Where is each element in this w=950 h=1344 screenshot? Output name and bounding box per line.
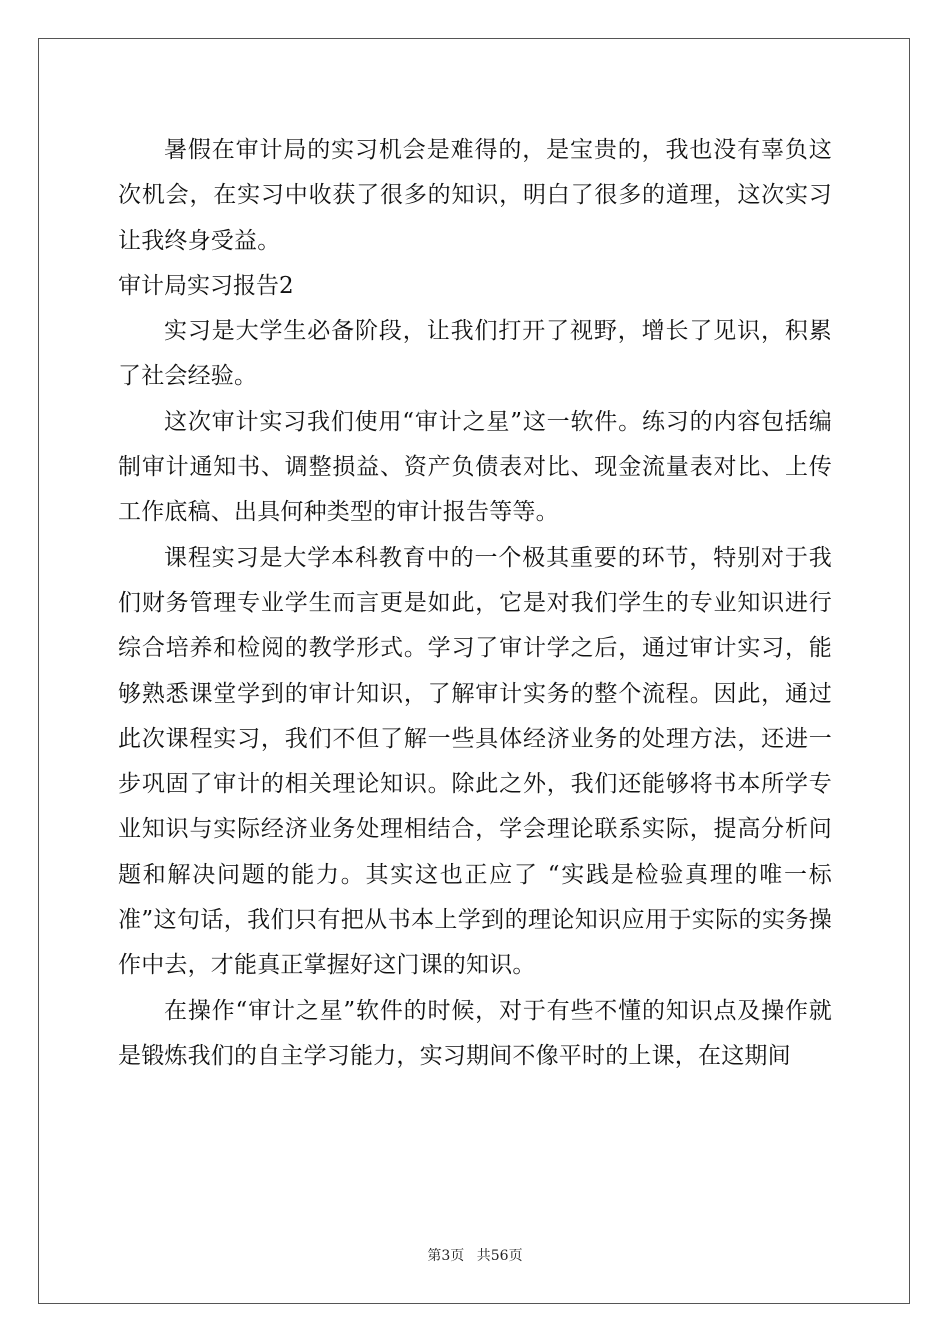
paragraph: 实习是大学生必备阶段，让我们打开了视野，增长了见识，积累了社会经验。 [118, 318, 832, 390]
paragraph: 课程实习是大学本科教育中的一个极其重要的环节，特别对于我们财务管理专业学生而言更是如此，它是对我们学生的专业知识进行综合培养和检阅的教学形式。学习了审计学之后，通过审计实习，能够熟悉课堂学到的审计知识，了解审计实务的整个流程。因此，通过此次课程实习，我们不但了解一些具体经济业务的处理方法，还进一步巩固了审计的相关理论知识。除此之外，我们还能够将书本所学专业知识与实际经济业务处理相结合，学会理论联系实际，提高分析问题和解决问题的能力。其实这也正应了 “实践是检验真理的唯一标准”这句话，我们只有把从书本上学到的理论知识应用于实际的实务操作中去，才能真正掌握好这门课的知识。 [118, 544, 832, 979]
page-footer [0, 1245, 950, 1265]
section-heading: 审计局实习报告2 [118, 272, 294, 299]
document-body [118, 128, 832, 1079]
paragraph: 这次审计实习我们使用“审计之星”这一软件。练习的内容包括编制审计通知书、调整损益、资产负债表对比、现金流量表对比、上传工作底稿、出具何种类型的审计报告等等。 [118, 408, 832, 526]
paragraph: 暑假在审计局的实习机会是难得的，是宝贵的，我也没有辜负这次机会，在实习中收获了很多的知识，明白了很多的道理，这次实习让我终身受益。 [118, 137, 832, 254]
total-pages: 共56页 [476, 1248, 523, 1264]
page-number: 第3页 [427, 1248, 465, 1264]
paragraph: 在操作“审计之星”软件的时候，对于有些不懂的知识点及操作就是锻炼我们的自主学习能力，实习期间不像平时的上课，在这期间 [118, 997, 832, 1069]
